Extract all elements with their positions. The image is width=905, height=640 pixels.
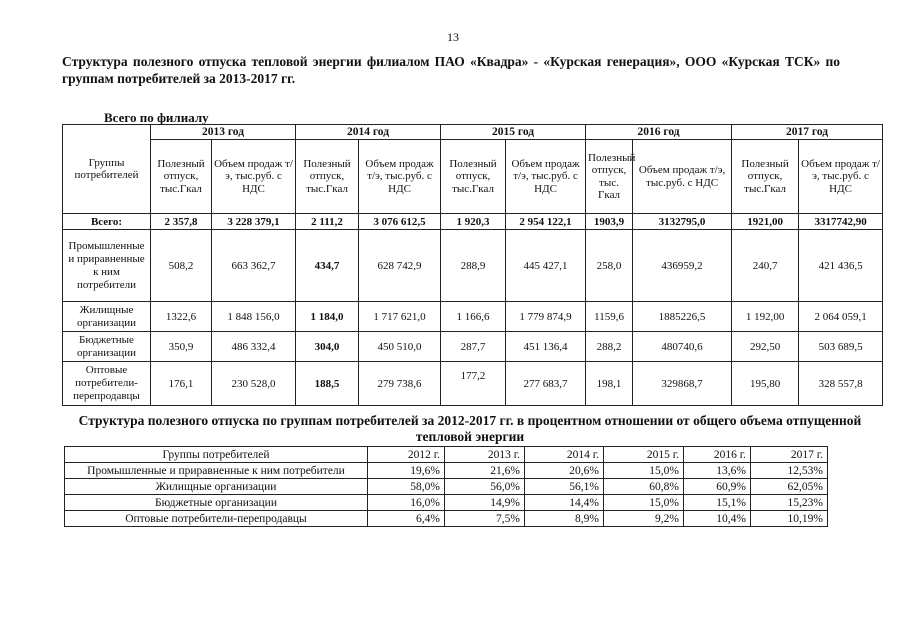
table-cell: 1 779 874,9 <box>506 302 586 332</box>
table-cell: 663 362,7 <box>212 230 296 302</box>
percent-section-title: Структура полезного отпуска по группам потребителей за 2012-2017 гг. в процентном отношении от общего объема отпущенной тепловой энергии <box>78 413 862 444</box>
table-cell: 21,6% <box>445 463 525 479</box>
table-cell: 1 192,00 <box>732 302 799 332</box>
table-cell: 288,2 <box>586 332 633 362</box>
table-cell: 15,23% <box>751 495 828 511</box>
table-cell: 8,9% <box>525 511 604 527</box>
table-cell: 10,19% <box>751 511 828 527</box>
group-label: Оптовые потребители-перепродавцы <box>63 362 151 406</box>
group-label: Бюджетные организации <box>63 332 151 362</box>
table-cell: 19,6% <box>368 463 445 479</box>
table-cell: 1 184,0 <box>296 302 359 332</box>
table-cell: 177,2 <box>441 362 506 406</box>
group-label: Промышленные и приравненные к ним потребители <box>65 463 368 479</box>
table-cell: 508,2 <box>151 230 212 302</box>
page-number: 13 <box>447 30 459 44</box>
subheader-cell: Полезный отпуск, тыс.Гкал <box>441 140 506 214</box>
table-cell: 16,0% <box>368 495 445 511</box>
table-cell: 292,50 <box>732 332 799 362</box>
table-cell: 1159,6 <box>586 302 633 332</box>
table-cell: 13,6% <box>684 463 751 479</box>
table-cell: 2 111,2 <box>296 214 359 230</box>
table-cell: 304,0 <box>296 332 359 362</box>
column-header: Группы потребителей <box>65 447 368 463</box>
year-header: 2015 год <box>441 125 586 140</box>
table-cell: 2 357,8 <box>151 214 212 230</box>
column-header: 2017 г. <box>751 447 828 463</box>
group-label: Бюджетные организации <box>65 495 368 511</box>
percent-header-row <box>65 447 828 463</box>
table-row <box>65 511 828 527</box>
subheader-cell: Полезный отпуск, тыс.Гкал <box>151 140 212 214</box>
table-cell: 1921,00 <box>732 214 799 230</box>
table-cell: 628 742,9 <box>359 230 441 302</box>
year-header: 2014 год <box>296 125 441 140</box>
table-cell: 1 166,6 <box>441 302 506 332</box>
table-cell: 9,2% <box>604 511 684 527</box>
table-cell: 240,7 <box>732 230 799 302</box>
table-cell: 14,4% <box>525 495 604 511</box>
table-cell: 60,8% <box>604 479 684 495</box>
table-cell: 434,7 <box>296 230 359 302</box>
subheader-cell: Объем продаж т/э, тыс.руб. с НДС <box>359 140 441 214</box>
table-cell: 450 510,0 <box>359 332 441 362</box>
table-cell: 1 717 621,0 <box>359 302 441 332</box>
subheader-cell: Объем продаж т/э, тыс.руб. с НДС <box>506 140 586 214</box>
table-cell: 56,1% <box>525 479 604 495</box>
table-cell: 503 689,5 <box>799 332 883 362</box>
section-label: Всего по филиалу <box>104 110 209 125</box>
table-cell: 188,5 <box>296 362 359 406</box>
table-cell: 7,5% <box>445 511 525 527</box>
table-cell: 445 427,1 <box>506 230 586 302</box>
table-cell: 12,53% <box>751 463 828 479</box>
table-cell: 56,0% <box>445 479 525 495</box>
table-cell: 1885226,5 <box>633 302 732 332</box>
table-cell: 15,0% <box>604 463 684 479</box>
year-header: 2016 год <box>586 125 732 140</box>
subheader-cell: Объем продаж т/э, тыс.руб. с НДС <box>633 140 732 214</box>
table-cell: 20,6% <box>525 463 604 479</box>
subheader-cell: Полезный отпуск, тыс.Гкал <box>732 140 799 214</box>
table-cell: 1 848 156,0 <box>212 302 296 332</box>
subheader-cell: Полезный отпуск, тыс.Гкал <box>296 140 359 214</box>
table-cell: 3132795,0 <box>633 214 732 230</box>
group-label: Жилищные организации <box>65 479 368 495</box>
table-cell: 436959,2 <box>633 230 732 302</box>
group-label: Промышленные и приравненные к ним потребители <box>63 230 151 302</box>
table-cell: 15,1% <box>684 495 751 511</box>
table-cell: 279 738,6 <box>359 362 441 406</box>
subheader-cell: Объем продаж т/э, тыс.руб. с НДС <box>212 140 296 214</box>
table-cell: 195,80 <box>732 362 799 406</box>
document-title: Структура полезного отпуска тепловой энергии филиалом ПАО «Квадра» - «Курская генерация», ООО «Курская ТСК» по группам потребителей за 2013-2017 гг. <box>62 54 840 86</box>
table-cell: 3 076 612,5 <box>359 214 441 230</box>
table-cell: 350,9 <box>151 332 212 362</box>
year-header-row <box>63 125 883 140</box>
table-cell: 6,4% <box>368 511 445 527</box>
subheader-cell: Полезный отпуск, тыс. Гкал <box>586 140 633 214</box>
table-cell: 329868,7 <box>633 362 732 406</box>
table-cell: 451 136,4 <box>506 332 586 362</box>
consumption-table <box>62 124 883 406</box>
table-cell: 1903,9 <box>586 214 633 230</box>
column-header: 2012 г. <box>368 447 445 463</box>
table-cell: 10,4% <box>684 511 751 527</box>
table-row <box>63 362 883 406</box>
table-row <box>63 302 883 332</box>
year-header: 2013 год <box>151 125 296 140</box>
table-cell: 3 228 379,1 <box>212 214 296 230</box>
table-cell: 62,05% <box>751 479 828 495</box>
column-header: 2014 г. <box>525 447 604 463</box>
subheader-cell: Объем продаж т/э, тыс.руб. с НДС <box>799 140 883 214</box>
group-label: Оптовые потребители-перепродавцы <box>65 511 368 527</box>
table-cell: 198,1 <box>586 362 633 406</box>
table-cell: 15,0% <box>604 495 684 511</box>
group-label: Жилищные организации <box>63 302 151 332</box>
table-cell: 486 332,4 <box>212 332 296 362</box>
table-row <box>65 463 828 479</box>
table-cell: 230 528,0 <box>212 362 296 406</box>
column-header: 2013 г. <box>445 447 525 463</box>
group-header: Группы потребителей <box>63 125 151 214</box>
table-row <box>63 230 883 302</box>
year-header: 2017 год <box>732 125 883 140</box>
percent-table <box>64 446 828 527</box>
table-cell: 287,7 <box>441 332 506 362</box>
table-cell: 328 557,8 <box>799 362 883 406</box>
column-header: 2015 г. <box>604 447 684 463</box>
table-cell: 2 954 122,1 <box>506 214 586 230</box>
total-label: Всего: <box>63 214 151 230</box>
table-cell: 288,9 <box>441 230 506 302</box>
table-cell: 2 064 059,1 <box>799 302 883 332</box>
table-cell: 480740,6 <box>633 332 732 362</box>
table-cell: 176,1 <box>151 362 212 406</box>
total-row <box>63 214 883 230</box>
table-row <box>63 332 883 362</box>
table-cell: 277 683,7 <box>506 362 586 406</box>
subheader-row <box>63 140 883 214</box>
table-cell: 3317742,90 <box>799 214 883 230</box>
table-row <box>65 495 828 511</box>
table-cell: 421 436,5 <box>799 230 883 302</box>
table-cell: 1 920,3 <box>441 214 506 230</box>
table-cell: 258,0 <box>586 230 633 302</box>
table-cell: 60,9% <box>684 479 751 495</box>
column-header: 2016 г. <box>684 447 751 463</box>
table-row <box>65 479 828 495</box>
table-cell: 14,9% <box>445 495 525 511</box>
table-cell: 1322,6 <box>151 302 212 332</box>
table-cell: 58,0% <box>368 479 445 495</box>
